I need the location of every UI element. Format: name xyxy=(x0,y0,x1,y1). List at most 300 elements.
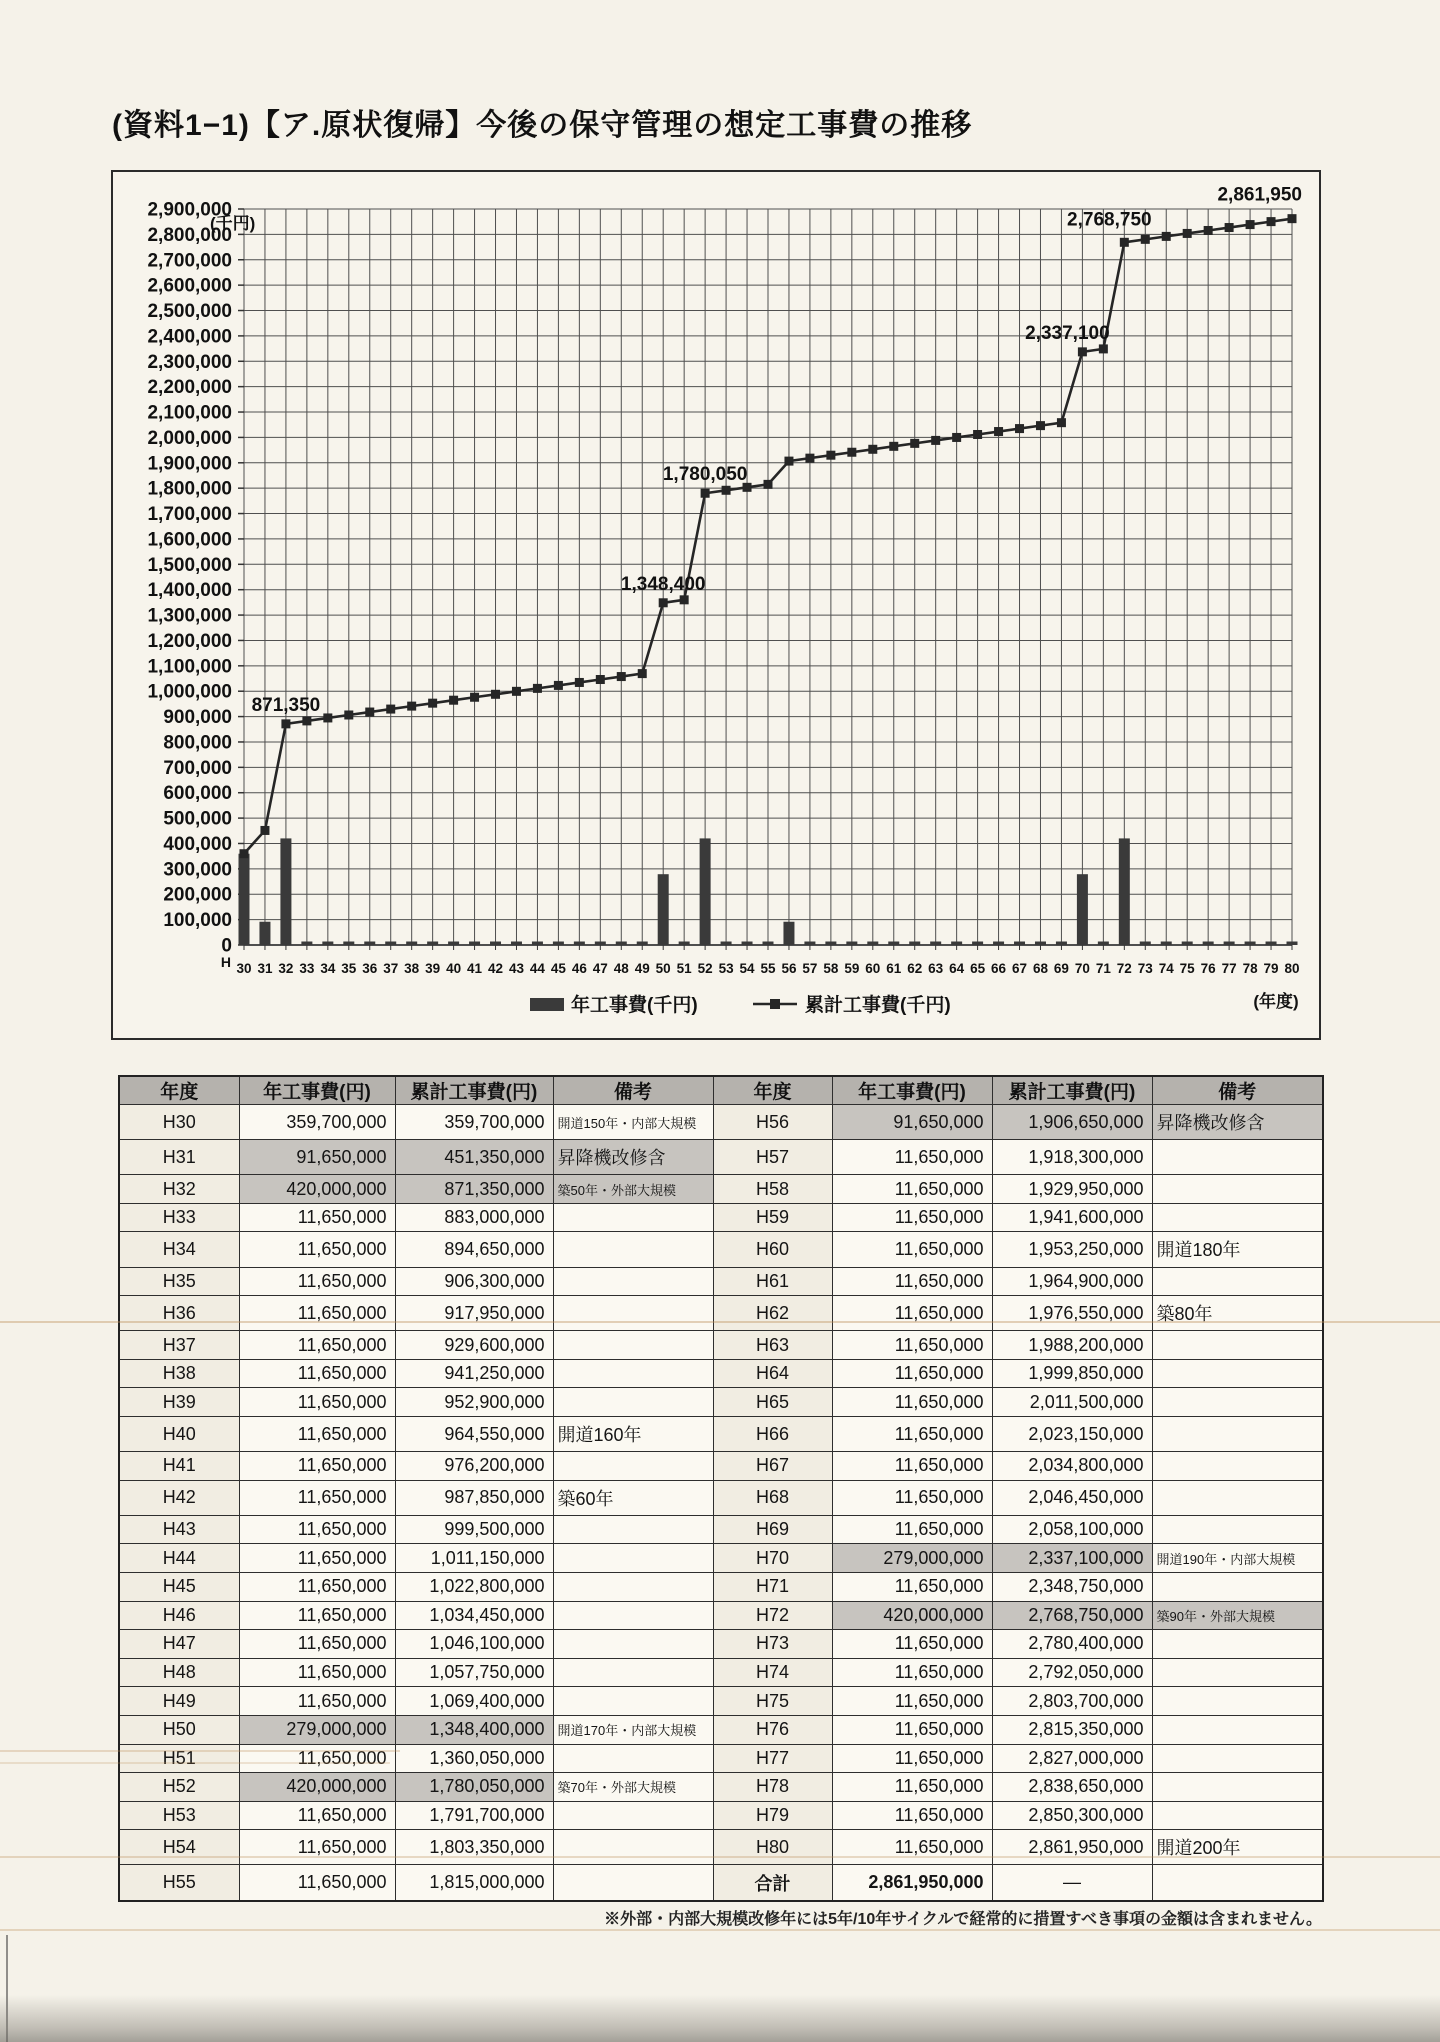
cumulative-cost-cell: 1,046,100,000 xyxy=(395,1630,553,1659)
x-tick-label: 66 xyxy=(991,961,1007,976)
remark-cell xyxy=(553,1267,713,1296)
line-marker xyxy=(1057,418,1066,427)
line-marker xyxy=(973,430,982,439)
annual-cost-cell: 11,650,000 xyxy=(239,1331,395,1360)
cumulative-cost-cell: 1,034,450,000 xyxy=(395,1601,553,1630)
remark-cell xyxy=(553,1296,713,1331)
cumulative-cost-cell: 929,600,000 xyxy=(395,1331,553,1360)
annual-cost-cell: 11,650,000 xyxy=(239,1480,395,1515)
annual-cost-bar xyxy=(469,942,480,946)
remark-cell xyxy=(1152,1744,1323,1773)
y-tick-label: 1,800,000 xyxy=(147,478,232,500)
y-tick-label: 600,000 xyxy=(163,783,232,805)
y-tick-label: 800,000 xyxy=(163,732,232,754)
line-marker xyxy=(344,710,353,719)
y-tick-label: 1,300,000 xyxy=(147,605,232,627)
table-row xyxy=(119,1331,1323,1360)
y-tick-label: 2,100,000 xyxy=(147,402,232,424)
x-tick-label: 70 xyxy=(1074,961,1090,976)
year-cell: H30 xyxy=(119,1105,239,1140)
annual-cost-cell: 11,650,000 xyxy=(239,1452,395,1481)
year-cell: H50 xyxy=(119,1715,239,1744)
table-header-row xyxy=(119,1076,1323,1105)
annual-cost-cell: 11,650,000 xyxy=(832,1658,992,1687)
cumulative-cost-cell: 1,815,000,000 xyxy=(395,1865,553,1901)
remark-cell: 開道150年・内部大規模 xyxy=(553,1105,713,1140)
x-tick-label: 54 xyxy=(739,961,755,976)
remark-cell: 築50年・外部大規模 xyxy=(553,1175,713,1204)
y-tick-label: 300,000 xyxy=(163,859,232,881)
annual-cost-cell: 11,650,000 xyxy=(239,1417,395,1452)
x-tick-label: 37 xyxy=(383,961,399,976)
table-row xyxy=(119,1830,1323,1865)
annual-cost-cell: 11,650,000 xyxy=(239,1601,395,1630)
data-annotation: 2,768,750 xyxy=(1067,209,1152,231)
annual-cost-bar xyxy=(1224,942,1235,946)
remark-cell: 昇降機改修含 xyxy=(1152,1105,1323,1140)
table-row xyxy=(119,1175,1323,1204)
cumulative-cost-cell: 1,988,200,000 xyxy=(992,1331,1152,1360)
remark-cell xyxy=(1152,1801,1323,1830)
year-cell: H76 xyxy=(713,1715,832,1744)
cumulative-cost-cell: 2,815,350,000 xyxy=(992,1715,1152,1744)
remark-cell: 築70年・外部大規模 xyxy=(553,1773,713,1802)
year-cell: H59 xyxy=(713,1203,832,1232)
annual-cost-bar xyxy=(846,942,857,946)
annual-cost-cell: 11,650,000 xyxy=(832,1140,992,1175)
remark-cell xyxy=(1152,1630,1323,1659)
cumulative-cost-cell: 1,348,400,000 xyxy=(395,1715,553,1744)
cumulative-cost-cell: 883,000,000 xyxy=(395,1203,553,1232)
cumulative-cost-cell: 2,803,700,000 xyxy=(992,1687,1152,1716)
year-cell: H60 xyxy=(713,1232,832,1267)
remark-cell xyxy=(1152,1515,1323,1544)
data-annotation: 1,780,050 xyxy=(662,464,748,486)
line-marker xyxy=(1246,220,1255,229)
annual-cost-cell: 11,650,000 xyxy=(239,1388,395,1417)
annual-cost-cell: 11,650,000 xyxy=(832,1744,992,1773)
remark-cell: 開道170年・内部大規模 xyxy=(553,1715,713,1744)
annual-cost-bar xyxy=(1098,942,1109,946)
line-marker xyxy=(365,708,374,717)
y-tick-label: 2,800,000 xyxy=(147,224,232,246)
table-row xyxy=(119,1417,1323,1452)
annual-cost-bar xyxy=(553,942,564,946)
remark-cell xyxy=(553,1359,713,1388)
y-tick-label: 2,400,000 xyxy=(147,326,232,348)
cumulative-cost-cell: 2,348,750,000 xyxy=(992,1573,1152,1602)
cumulative-cost-cell: 2,827,000,000 xyxy=(992,1744,1152,1773)
line-marker xyxy=(302,716,311,725)
cumulative-cost-cell: 964,550,000 xyxy=(395,1417,553,1452)
remark-cell xyxy=(553,1232,713,1267)
annual-cost-cell: 11,650,000 xyxy=(239,1830,395,1865)
remark-cell xyxy=(553,1515,713,1544)
data-annotation: 2,861,950 xyxy=(1217,184,1302,206)
line-marker xyxy=(323,713,332,722)
remark-cell xyxy=(553,1658,713,1687)
cumulative-cost-cell: 451,350,000 xyxy=(395,1140,553,1175)
legend-bar-label: 年工事費(千円) xyxy=(571,995,698,1016)
cumulative-cost-cell: 1,976,550,000 xyxy=(992,1296,1152,1331)
annual-cost-bar xyxy=(1014,942,1025,946)
annual-cost-cell: 11,650,000 xyxy=(239,1359,395,1388)
annual-cost-cell: 11,650,000 xyxy=(239,1515,395,1544)
year-cell: H52 xyxy=(119,1773,239,1802)
table-row xyxy=(119,1630,1323,1659)
annual-cost-bar xyxy=(1035,942,1046,946)
remark-cell xyxy=(553,1687,713,1716)
cumulative-cost-cell: 987,850,000 xyxy=(395,1480,553,1515)
x-tick-label: 31 xyxy=(257,961,273,976)
annual-cost-cell: 11,650,000 xyxy=(239,1544,395,1573)
year-cell: H68 xyxy=(713,1480,832,1515)
line-marker xyxy=(826,451,835,460)
line-marker xyxy=(428,699,437,708)
annual-cost-bar xyxy=(783,922,794,945)
annual-cost-cell: 11,650,000 xyxy=(832,1515,992,1544)
annual-cost-cell: 11,650,000 xyxy=(239,1658,395,1687)
year-cell: H35 xyxy=(119,1267,239,1296)
year-cell: H78 xyxy=(713,1773,832,1802)
cumulative-cost-cell: 917,950,000 xyxy=(395,1296,553,1331)
year-cell: H77 xyxy=(713,1744,832,1773)
x-tick-label: 71 xyxy=(1095,961,1111,976)
cumulative-cost-cell: 1,803,350,000 xyxy=(395,1830,553,1865)
year-cell: H57 xyxy=(713,1140,832,1175)
cumulative-cost-cell: 2,046,450,000 xyxy=(992,1480,1152,1515)
annual-cost-cell: 11,650,000 xyxy=(832,1359,992,1388)
x-tick-label: 74 xyxy=(1158,961,1174,976)
year-cell: H39 xyxy=(119,1388,239,1417)
annual-cost-bar xyxy=(1245,942,1256,946)
line-marker xyxy=(1288,214,1297,223)
remark-cell xyxy=(1152,1773,1323,1802)
y-tick-label: 400,000 xyxy=(163,833,232,855)
year-cell: H72 xyxy=(713,1601,832,1630)
annual-cost-cell: 11,650,000 xyxy=(239,1801,395,1830)
line-marker xyxy=(1015,424,1024,433)
annual-cost-bar xyxy=(574,942,585,946)
remark-cell xyxy=(1152,1687,1323,1716)
annual-cost-bar xyxy=(1077,874,1088,945)
remark-cell xyxy=(553,1331,713,1360)
remark-cell: 昇降機改修含 xyxy=(553,1140,713,1175)
annual-cost-bar xyxy=(867,942,878,946)
y-tick-label: 1,100,000 xyxy=(147,656,232,678)
x-tick-label: 51 xyxy=(676,961,692,976)
annual-cost-cell: 11,650,000 xyxy=(832,1388,992,1417)
line-marker xyxy=(1078,347,1087,356)
annual-cost-cell: 11,650,000 xyxy=(832,1331,992,1360)
cumulative-cost-cell: 976,200,000 xyxy=(395,1452,553,1481)
y-tick-label: 1,400,000 xyxy=(147,580,232,602)
annual-cost-bar xyxy=(322,942,333,946)
annual-cost-cell: 420,000,000 xyxy=(832,1601,992,1630)
column-header: 備考 xyxy=(553,1076,713,1105)
y-tick-label: 500,000 xyxy=(163,808,232,830)
annual-cost-cell: 11,650,000 xyxy=(832,1232,992,1267)
annual-cost-cell: 11,650,000 xyxy=(239,1687,395,1716)
annual-cost-bar xyxy=(700,838,711,945)
remark-cell xyxy=(553,1388,713,1417)
annual-cost-cell: 279,000,000 xyxy=(832,1544,992,1573)
page-title: (資料1−1)【ア.原状復帰】今後の保守管理の想定工事費の推移 xyxy=(112,109,973,142)
annual-cost-bar xyxy=(763,942,774,946)
annual-cost-cell: 359,700,000 xyxy=(239,1105,395,1140)
remark-cell xyxy=(553,1203,713,1232)
line-marker xyxy=(281,719,290,728)
footnote: ※外部・内部大規模改修年には5年/10年サイクルで経常的に措置すべき事項の金額は含まれません。 xyxy=(604,1911,1322,1928)
remark-cell xyxy=(553,1744,713,1773)
cumulative-cost-cell: 2,768,750,000 xyxy=(992,1601,1152,1630)
year-cell: H33 xyxy=(119,1203,239,1232)
column-header: 年度 xyxy=(119,1076,239,1105)
year-cell: H36 xyxy=(119,1296,239,1331)
remark-cell: 開道160年 xyxy=(553,1417,713,1452)
annual-cost-bar xyxy=(993,942,1004,946)
x-axis-unit-label: (年度) xyxy=(1253,992,1299,1011)
cumulative-cost-cell: 1,780,050,000 xyxy=(395,1773,553,1802)
line-marker xyxy=(575,678,584,687)
annual-cost-cell: 91,650,000 xyxy=(239,1140,395,1175)
annual-cost-bar xyxy=(909,942,920,946)
annual-cost-cell: 2,861,950,000 xyxy=(832,1865,992,1901)
data-annotation: 871,350 xyxy=(251,694,321,716)
remark-cell xyxy=(553,1865,713,1901)
legend-line-label: 累計工事費(千円) xyxy=(805,995,951,1016)
column-header: 累計工事費(円) xyxy=(395,1076,553,1105)
table-row xyxy=(119,1865,1323,1901)
remark-cell: 開道200年 xyxy=(1152,1830,1323,1865)
y-tick-label: 1,700,000 xyxy=(147,504,232,526)
annual-cost-cell: 11,650,000 xyxy=(832,1773,992,1802)
x-tick-label: 32 xyxy=(278,961,294,976)
remark-cell: 開道180年 xyxy=(1152,1232,1323,1267)
annual-cost-bar xyxy=(1266,942,1277,946)
annual-cost-bar xyxy=(301,942,312,946)
annual-cost-bar xyxy=(888,942,899,946)
year-cell: H71 xyxy=(713,1573,832,1602)
year-cell: 合計 xyxy=(713,1865,832,1901)
annual-cost-cell: 11,650,000 xyxy=(832,1830,992,1865)
table-row xyxy=(119,1452,1323,1481)
x-tick-label: 59 xyxy=(844,961,860,976)
remark-cell xyxy=(1152,1267,1323,1296)
annual-cost-bar xyxy=(406,942,417,946)
cumulative-cost-cell: 1,057,750,000 xyxy=(395,1658,553,1687)
x-tick-label: 49 xyxy=(634,961,650,976)
annual-cost-cell: 420,000,000 xyxy=(239,1175,395,1204)
cumulative-cost-cell: 1,069,400,000 xyxy=(395,1687,553,1716)
cumulative-cost-cell: 2,850,300,000 xyxy=(992,1801,1152,1830)
table-row xyxy=(119,1801,1323,1830)
annual-cost-bar xyxy=(1182,942,1193,946)
year-cell: H80 xyxy=(713,1830,832,1865)
year-cell: H32 xyxy=(119,1175,239,1204)
cumulative-cost-cell: 1,360,050,000 xyxy=(395,1744,553,1773)
annual-cost-cell: 11,650,000 xyxy=(832,1630,992,1659)
cumulative-cost-cell: 2,337,100,000 xyxy=(992,1544,1152,1573)
table-row xyxy=(119,1573,1323,1602)
y-tick-label: 1,200,000 xyxy=(147,630,232,652)
remark-cell xyxy=(1152,1331,1323,1360)
table-row xyxy=(119,1296,1323,1331)
x-tick-label: 42 xyxy=(488,961,504,976)
line-marker xyxy=(994,427,1003,436)
y-tick-label: 2,200,000 xyxy=(147,377,232,399)
remark-cell xyxy=(1152,1417,1323,1452)
remark-cell xyxy=(553,1630,713,1659)
annual-cost-cell: 11,650,000 xyxy=(832,1573,992,1602)
annual-cost-cell: 11,650,000 xyxy=(239,1744,395,1773)
cumulative-cost-cell: 2,780,400,000 xyxy=(992,1630,1152,1659)
year-cell: H51 xyxy=(119,1744,239,1773)
x-tick-label: 46 xyxy=(571,961,587,976)
annual-cost-cell: 11,650,000 xyxy=(832,1417,992,1452)
x-tick-label: 56 xyxy=(781,961,797,976)
remark-cell: 築80年 xyxy=(1152,1296,1323,1331)
y-tick-label: 200,000 xyxy=(163,884,232,906)
line-marker xyxy=(847,448,856,457)
y-tick-label: 1,900,000 xyxy=(147,453,232,475)
line-marker xyxy=(1036,421,1045,430)
annual-cost-bar xyxy=(658,874,669,945)
y-tick-label: 2,300,000 xyxy=(147,351,232,373)
year-cell: H38 xyxy=(119,1359,239,1388)
column-header: 年工事費(円) xyxy=(832,1076,992,1105)
x-tick-label: 63 xyxy=(928,961,944,976)
year-cell: H63 xyxy=(713,1331,832,1360)
annual-cost-cell: 11,650,000 xyxy=(239,1865,395,1901)
annual-cost-cell: 11,650,000 xyxy=(239,1296,395,1331)
x-tick-label: 44 xyxy=(529,961,545,976)
annual-cost-bar xyxy=(1056,942,1067,946)
line-marker xyxy=(386,705,395,714)
line-marker xyxy=(889,442,898,451)
x-tick-label: 30 xyxy=(236,961,252,976)
x-tick-label: 62 xyxy=(907,961,923,976)
scan-artifact-band xyxy=(0,1995,1440,2042)
table-row xyxy=(119,1203,1323,1232)
line-marker xyxy=(260,826,269,835)
year-cell: H46 xyxy=(119,1601,239,1630)
annual-cost-cell: 420,000,000 xyxy=(239,1773,395,1802)
annual-cost-bar xyxy=(951,942,962,946)
annual-cost-cell: 11,650,000 xyxy=(239,1267,395,1296)
cumulative-cost-cell: 894,650,000 xyxy=(395,1232,553,1267)
year-cell: H64 xyxy=(713,1359,832,1388)
remark-cell: 築60年 xyxy=(553,1480,713,1515)
line-marker xyxy=(952,433,961,442)
y-tick-label: 900,000 xyxy=(163,707,232,729)
line-marker xyxy=(533,684,542,693)
annual-cost-bar xyxy=(825,942,836,946)
annual-cost-cell: 91,650,000 xyxy=(832,1105,992,1140)
x-tick-label: 38 xyxy=(404,961,420,976)
year-cell: H45 xyxy=(119,1573,239,1602)
data-annotation: 2,337,100 xyxy=(1025,322,1110,344)
line-marker xyxy=(722,486,731,495)
x-tick-label: 53 xyxy=(718,961,734,976)
annual-cost-bar xyxy=(742,942,753,946)
annual-cost-cell: 11,650,000 xyxy=(832,1175,992,1204)
remark-cell xyxy=(1152,1452,1323,1481)
annual-cost-bar xyxy=(511,942,522,946)
x-tick-label: 69 xyxy=(1053,961,1069,976)
line-marker xyxy=(240,849,249,858)
column-header: 年工事費(円) xyxy=(239,1076,395,1105)
x-tick-label: 57 xyxy=(802,961,818,976)
line-marker xyxy=(512,687,521,696)
cost-table xyxy=(118,1075,1324,1902)
annual-cost-bar xyxy=(239,854,250,945)
remark-cell xyxy=(553,1830,713,1865)
x-tick-label: 77 xyxy=(1221,961,1237,976)
line-marker xyxy=(449,696,458,705)
x-tick-label: 76 xyxy=(1200,961,1216,976)
x-axis-era-prefix: H xyxy=(220,954,231,970)
line-marker xyxy=(784,457,793,466)
year-cell: H53 xyxy=(119,1801,239,1830)
y-tick-label: 1,500,000 xyxy=(147,554,232,576)
line-marker xyxy=(1099,344,1108,353)
cumulative-cost-cell: 2,838,650,000 xyxy=(992,1773,1152,1802)
table-row xyxy=(119,1140,1323,1175)
table-row xyxy=(119,1267,1323,1296)
table-row xyxy=(119,1105,1323,1140)
x-tick-label: 43 xyxy=(508,961,524,976)
annual-cost-cell: 11,650,000 xyxy=(239,1630,395,1659)
annual-cost-bar xyxy=(427,942,438,946)
year-cell: H54 xyxy=(119,1830,239,1865)
remark-cell xyxy=(553,1452,713,1481)
annual-cost-bar xyxy=(972,942,983,946)
annual-cost-bar xyxy=(930,942,941,946)
x-tick-label: 48 xyxy=(613,961,629,976)
x-tick-label: 33 xyxy=(299,961,315,976)
annual-cost-bar xyxy=(721,942,732,946)
table-row xyxy=(119,1359,1323,1388)
y-tick-label: 1,600,000 xyxy=(147,529,232,551)
cumulative-cost-cell: 1,964,900,000 xyxy=(992,1267,1152,1296)
year-cell: H48 xyxy=(119,1658,239,1687)
remark-cell xyxy=(553,1601,713,1630)
annual-cost-bar xyxy=(637,942,648,946)
legend-bar-swatch xyxy=(530,998,564,1011)
cumulative-cost-cell: 1,918,300,000 xyxy=(992,1140,1152,1175)
annual-cost-bar xyxy=(385,942,396,946)
annual-cost-bar xyxy=(1161,942,1172,946)
y-tick-label: 2,000,000 xyxy=(147,427,232,449)
x-tick-label: 78 xyxy=(1242,961,1258,976)
remark-cell xyxy=(1152,1175,1323,1204)
year-cell: H67 xyxy=(713,1452,832,1481)
line-marker xyxy=(1120,238,1129,247)
annual-cost-cell: 11,650,000 xyxy=(832,1480,992,1515)
annual-cost-bar xyxy=(280,838,291,945)
cumulative-cost-cell: 359,700,000 xyxy=(395,1105,553,1140)
table-row xyxy=(119,1515,1323,1544)
year-cell: H69 xyxy=(713,1515,832,1544)
x-tick-label: 64 xyxy=(949,961,965,976)
data-annotation: 1,348,400 xyxy=(620,573,706,595)
cumulative-cost-cell: 2,792,050,000 xyxy=(992,1658,1152,1687)
year-cell: H34 xyxy=(119,1232,239,1267)
cumulative-cost-cell: 1,953,250,000 xyxy=(992,1232,1152,1267)
annual-cost-bar xyxy=(343,942,354,946)
line-marker xyxy=(1141,235,1150,244)
